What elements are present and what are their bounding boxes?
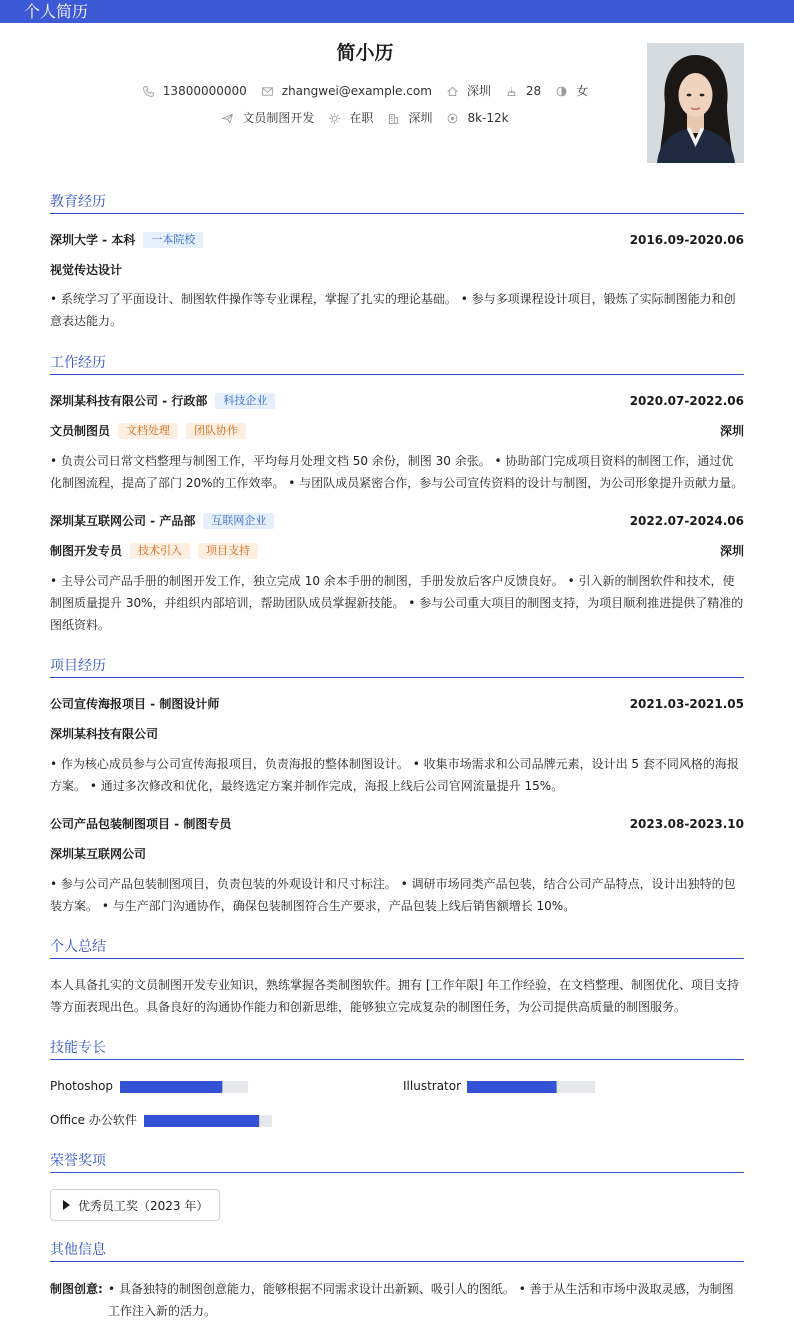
- project-2-org-row: [50, 845, 744, 863]
- school-tag: 一本院校: [143, 232, 203, 248]
- target-city-text: 深圳: [408, 111, 433, 125]
- section-divider: [50, 1261, 744, 1262]
- skill-office-fill: [144, 1115, 259, 1127]
- award-toggle[interactable]: [50, 1189, 220, 1221]
- project-2-description: • 参与公司产品包装制图项目，负责包装的外观设计和尺寸标注。 • 调研市场同类产品包装，结合公司产品特点，设计出独特的包装方案。 • 与生产部门沟通协作，确保包装制图符合生产要求，产品包装上线后销售额增长 10%。: [50, 877, 736, 913]
- profile-photo: [647, 43, 744, 163]
- skill-photoshop-fill: [120, 1081, 222, 1093]
- project-2-org: 深圳某互联网公司: [50, 847, 147, 861]
- work-2-company-tag: 互联网企业: [203, 513, 274, 529]
- project-1-org-row: [50, 725, 744, 743]
- section-work-title: 工作经历: [50, 355, 106, 371]
- job-intent-row: [0, 109, 730, 127]
- project-1-name: 公司宣传海报项目 - 制图设计师: [50, 697, 220, 711]
- salary-item: [446, 109, 508, 127]
- section-education-title: 教育经历: [50, 194, 106, 210]
- major-name: 视觉传达设计: [50, 263, 123, 277]
- salary-icon: [446, 112, 459, 125]
- age-icon: [505, 85, 518, 98]
- status-icon: [328, 112, 341, 125]
- location-item: [446, 82, 491, 100]
- work-1-period: 2020.07-2022.06: [629, 394, 744, 408]
- section-divider: [50, 213, 744, 214]
- skill-illustrator-label: Illustrator: [403, 1079, 462, 1093]
- salary-text: 8k-12k: [467, 111, 509, 125]
- section-summary-title: 个人总结: [50, 939, 106, 955]
- project-2-period: 2023.08-2023.10: [629, 817, 744, 831]
- portrait-image: [647, 43, 744, 163]
- work-1-company-tag: 科技企业: [215, 393, 275, 409]
- skill-photoshop-label: Photoshop: [50, 1079, 114, 1093]
- work-2-position-row: [50, 542, 744, 560]
- section-divider: [50, 374, 744, 375]
- skill-office-bar: [144, 1115, 272, 1127]
- section-other-title: 其他信息: [50, 1242, 106, 1258]
- work-1-header: [50, 392, 744, 410]
- education-period: 2016.09-2020.06: [629, 233, 744, 247]
- section-divider: [50, 1172, 744, 1173]
- work-2-skill-tag: 技术引入: [130, 543, 190, 559]
- section-divider: [50, 1059, 744, 1060]
- project-1-org: 深圳某科技有限公司: [50, 727, 159, 741]
- location-text: 深圳: [466, 84, 491, 98]
- home-icon: [446, 85, 459, 98]
- project-2-header: [50, 815, 744, 833]
- age-text: 28: [525, 84, 542, 98]
- status-item: [328, 109, 373, 127]
- gender-item: [555, 82, 588, 100]
- target-job-item: [221, 109, 314, 127]
- email-text: zhangwei@example.com: [281, 84, 432, 98]
- project-1-period: 2021.03-2021.05: [629, 697, 744, 711]
- section-divider: [50, 677, 744, 678]
- skill-photoshop-bar: [120, 1081, 248, 1093]
- section-skills-title: 技能专长: [50, 1040, 106, 1056]
- work-2-city: 深圳: [719, 544, 744, 558]
- education-header: [50, 231, 744, 249]
- major-row: [50, 261, 744, 279]
- target-city-item: [387, 109, 432, 127]
- candidate-name: 简小历: [336, 42, 394, 64]
- gender-icon: [555, 85, 568, 98]
- work-1-position: 文员制图员: [50, 424, 111, 438]
- phone-icon: [142, 85, 155, 98]
- skill-illustrator-fill: [467, 1081, 557, 1093]
- summary-text: 本人具备扎实的文员制图开发专业知识，熟练掌握各类制图软件。拥有 [工作年限] 年工作经验，在文档整理、制图优化、项目支持等方面表现出色。具备良好的沟通协作能力和创新思维，能够独立完成复杂的制图任务，为公司提供高质量的制图服务。: [50, 978, 739, 1014]
- gender-text: 女: [576, 84, 589, 98]
- project-1-description: • 作为核心成员参与公司宣传海报项目，负责海报的整体制图设计。 • 收集市场需求和公司品牌元素，设计出 5 套不同风格的海报方案。 • 通过多次修改和优化，最终选定方案并制作完成，海报上线后公司官网流量提升 15%。: [50, 757, 739, 793]
- contact-row: [0, 82, 730, 100]
- phone-text: 13800000000: [162, 84, 247, 98]
- other-label: 制图创意:: [50, 1282, 103, 1296]
- target-job-text: 文员制图开发: [242, 111, 315, 125]
- work-1-description: • 负责公司日常文档整理与制图工作，平均每月处理文档 50 余份，制图 30 余张。 • 协助部门完成项目资料的制图工作，通过优化制图流程，提高了部门 20%的工作效率。 • 与团队成员紧密合作，参与公司宣传资料的设计与制图，为公司形象提升贡献力量。: [50, 454, 744, 490]
- work-2-header: [50, 512, 744, 530]
- school-name: 深圳大学 - 本科: [50, 233, 136, 247]
- work-2-description: • 主导公司产品手册的制图开发工作，独立完成 10 余本手册的制图，手册发放后客户反馈良好。 • 引入新的制图软件和技术，使制图质量提升 30%，并组织内部培训，帮助团队成员掌握新技能。 • 参与公司重大项目的制图支持，为项目顺利推进提供了精准的图纸资料。: [50, 574, 744, 632]
- section-projects-title: 项目经历: [50, 658, 106, 674]
- work-2-company: 深圳某互联网公司 - 产品部: [50, 514, 196, 528]
- building-icon: [387, 112, 400, 125]
- top-bar: [0, 0, 794, 23]
- work-1-skill-tag: 团队协作: [186, 423, 246, 439]
- age-item: [505, 82, 541, 100]
- email-item: [261, 82, 432, 100]
- work-2-skill-tag: 项目支持: [198, 543, 258, 559]
- skill-illustrator-bar: [467, 1081, 595, 1093]
- section-honors-title: 荣誉奖项: [50, 1153, 106, 1169]
- expand-triangle-icon: [63, 1200, 70, 1210]
- skill-office-label: Office 办公软件: [50, 1113, 137, 1127]
- work-1-skill-tag: 文档处理: [118, 423, 178, 439]
- award-label: 优秀员工奖（2023 年）: [78, 1198, 209, 1213]
- phone-item: [142, 82, 247, 100]
- mail-icon: [261, 85, 274, 98]
- section-divider: [50, 958, 744, 959]
- status-text: 在职: [349, 111, 374, 125]
- project-2-name: 公司产品包装制图项目 - 制图专员: [50, 817, 232, 831]
- page-title: 个人简历: [24, 2, 89, 21]
- other-text: • 具备独特的制图创意能力，能够根据不同需求设计出新颖、吸引人的图纸。 • 善于从生活和市场中汲取灵感，为制图工作注入新的活力。: [108, 1282, 734, 1318]
- work-1-company: 深圳某科技有限公司 - 行政部: [50, 394, 208, 408]
- work-1-position-row: [50, 422, 744, 440]
- work-2-period: 2022.07-2024.06: [629, 514, 744, 528]
- send-icon: [221, 112, 234, 125]
- work-2-position: 制图开发专员: [50, 544, 123, 558]
- work-1-city: 深圳: [719, 424, 744, 438]
- project-1-header: [50, 695, 744, 713]
- education-description: • 系统学习了平面设计、制图软件操作等专业课程，掌握了扎实的理论基础。 • 参与多项课程设计项目，锻炼了实际制图能力和创意表达能力。: [50, 292, 736, 328]
